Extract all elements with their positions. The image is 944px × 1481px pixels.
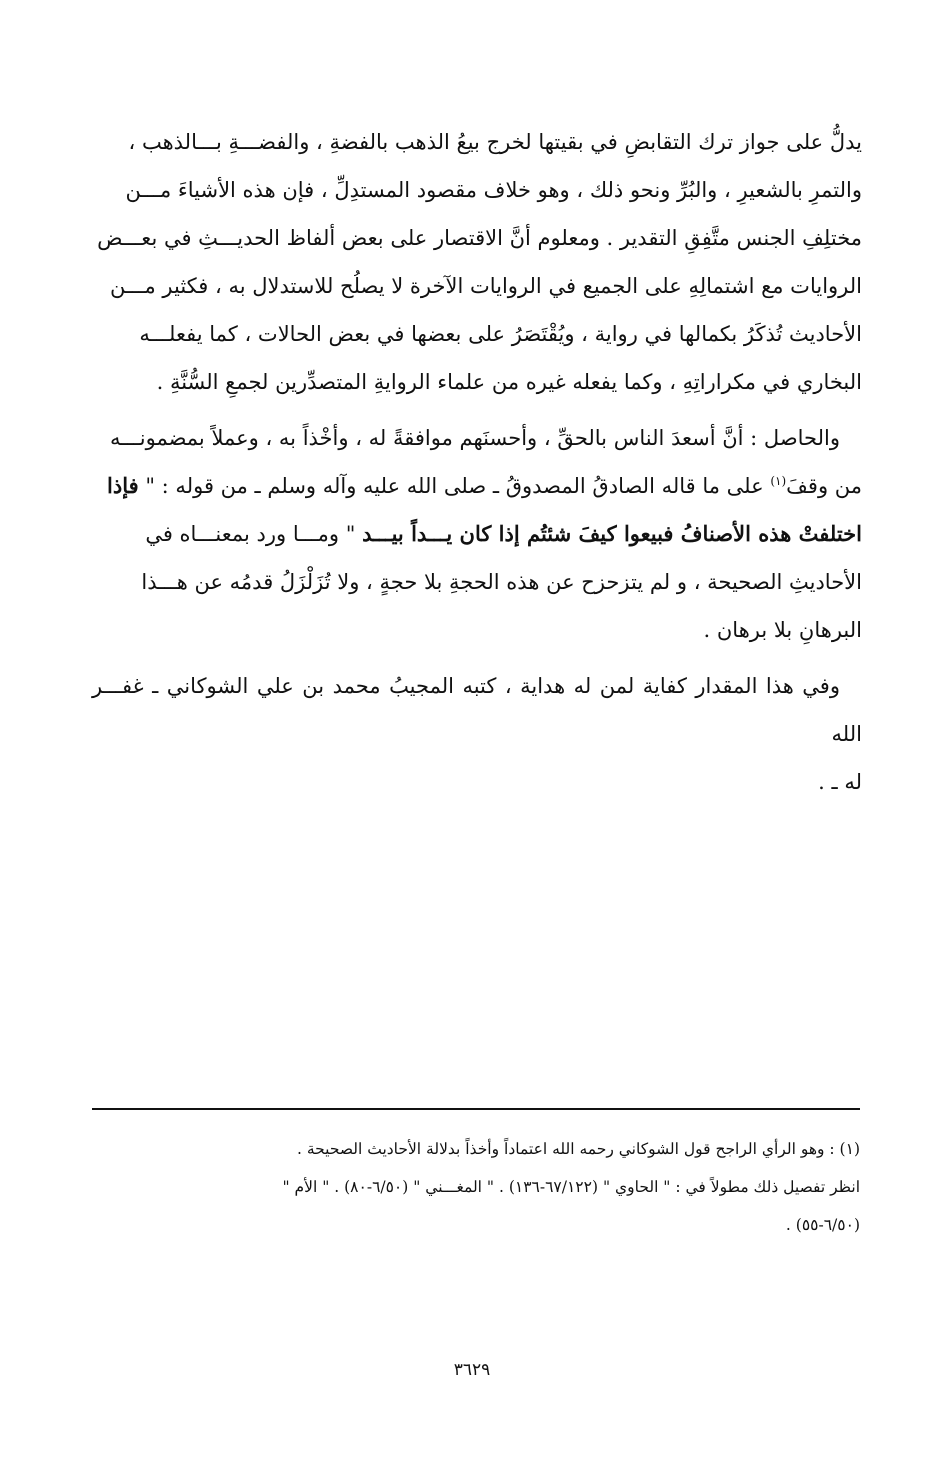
text-line: له ـ .: [818, 770, 862, 794]
text-line: الروايات مع اشتمالِهِ على الجميع في الروايات الآخرة لا يصلُح للاستدلال به ، فكثير مـــن: [110, 274, 862, 298]
text-line: والحاصل : أنَّ أسعدَ الناس بالحقِّ ، وأحسنَهم موافقةً له ، وأخْذاً به ، وعملاً بمضمونـــه: [110, 426, 840, 450]
paragraph-2: [92, 414, 862, 654]
text-line: البرهانِ بلا برهان .: [703, 618, 862, 642]
footnotes: [92, 1130, 860, 1244]
text-line: البخاري في مكراراتِهِ ، وكما يفعله غيره من علماء الروايةِ المتصدِّرين لجمعِ السُّنَّةِ .: [156, 370, 862, 394]
paragraph-1: [92, 118, 862, 406]
main-body-text: [92, 118, 862, 806]
footnote-line: (١) : وهو الرأي الراجح قول الشوكاني رحمه الله اعتماداً وأخذاً بدلالة الأحاديث الصحيحة .: [296, 1140, 860, 1158]
footnote-separator: [92, 1108, 860, 1110]
paragraph-3: [92, 662, 862, 806]
page-number: ٣٦٢٩: [453, 1360, 491, 1380]
hadith-quote: اختلفتْ هذه الأصنافُ فبيعوا كيفَ شئتُم إذا كان يـــداً بيـــد: [362, 521, 862, 546]
text-line-segment: من وقفَ: [786, 474, 862, 498]
text-line-segment: " ومـــا ورد بمعنـــاه في: [145, 522, 363, 546]
text-line-segment: على ما قاله الصادقُ المصدوقُ ـ صلى الله عليه وآله وسلم ـ من قوله : ": [138, 474, 771, 498]
text-line: يدلُّ على جواز ترك التقابضِ في بقيتها لخرج بيعُ الذهب بالفضةِ ، والفضـــةِ بـــالذهب ،: [128, 130, 862, 154]
text-line: الأحاديث تُذكَرُ بكمالها في رواية ، ويُقْتَصَرُ على بعضها في بعض الحالات ، كما يفعلـــه: [139, 322, 862, 346]
footnote-reference[interactable]: (١): [770, 474, 787, 488]
hadith-quote-start: فإذا: [107, 473, 139, 498]
footnote-line: انظر تفصيل ذلك مطولاً في : " الحاوي " (٦٧/١٢٢-١٣٦) . " المغـــني " (٦/٥٠-٨٠) . " الأم ": [282, 1178, 860, 1196]
text-line: وفي هذا المقدار كفاية لمن له هداية ، كتبه المجيبُ محمد بن علي الشوكاني ـ غفـــر الله: [92, 674, 862, 746]
text-line: والتمرِ بالشعيرِ ، والبُرِّ ونحو ذلك ، وهو خلاف مقصود المستدِلِّ ، فإن هذه الأشياءَ مـــن: [125, 178, 862, 202]
text-line: الأحاديثِ الصحيحة ، و لم يتزحزح عن هذه الحجةِ بلا حجةٍ ، ولا تُزَلْزَلُ قدمُه عن هـــذا: [141, 570, 862, 594]
text-line: مختلِفِ الجنس متَّفِقِ التقدير . ومعلوم أنَّ الاقتصار على بعض ألفاظ الحديـــثِ في بعـــض: [97, 226, 862, 250]
footnote-line: (٦/٥٠-٥٥) .: [785, 1216, 860, 1234]
